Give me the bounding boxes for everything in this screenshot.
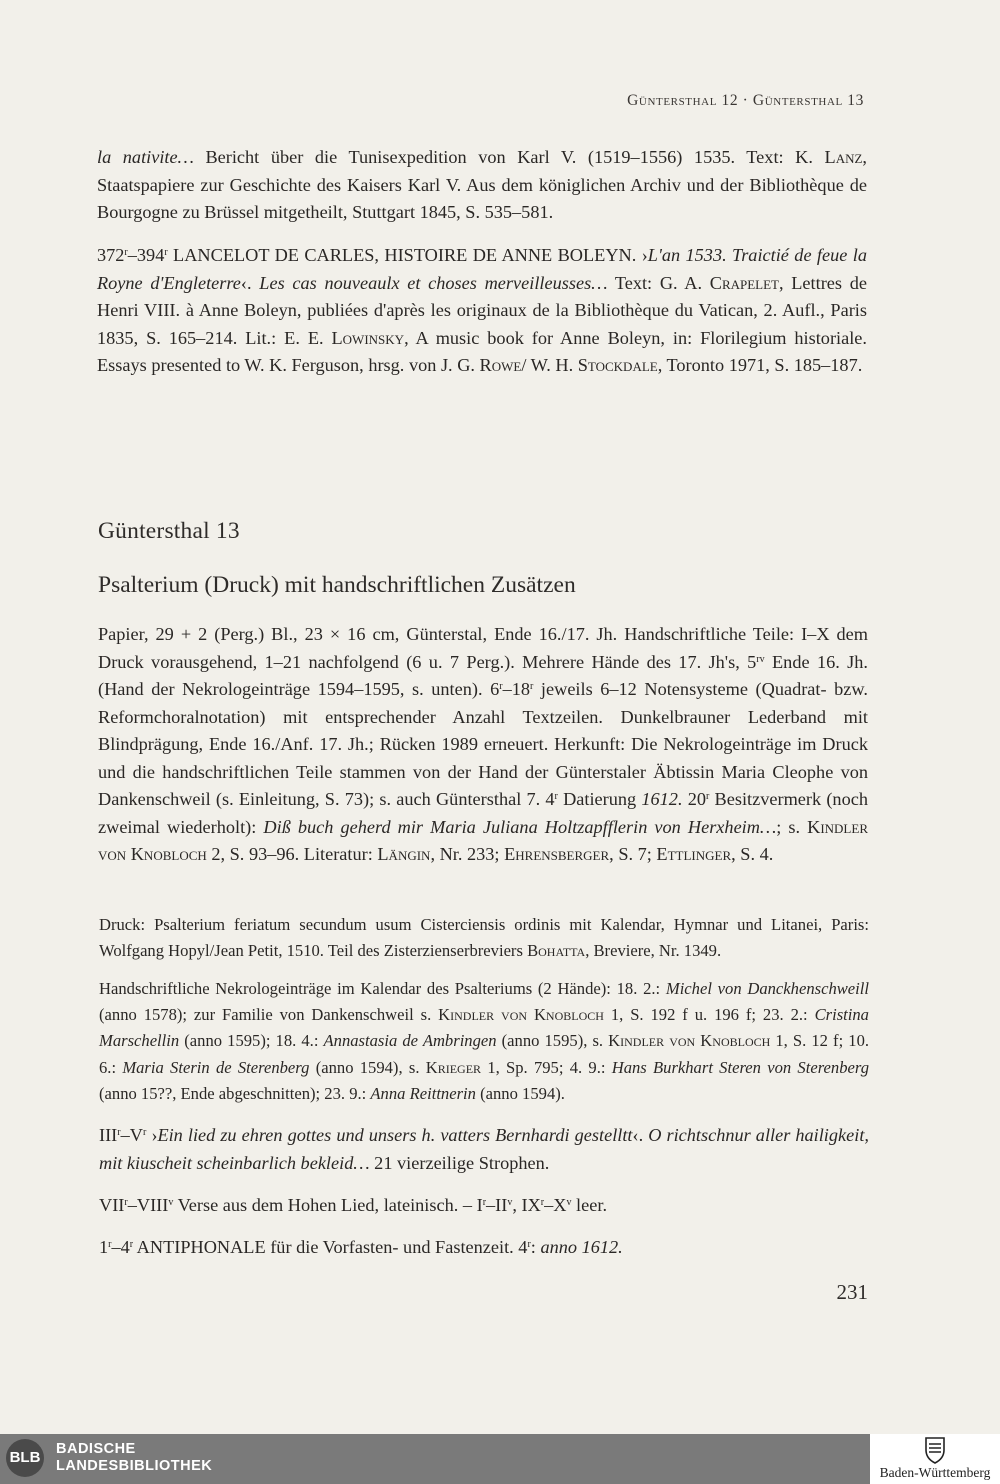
folio: 1 — [99, 1237, 109, 1257]
folio-sup: v — [507, 1197, 513, 1208]
folio: , IX — [512, 1195, 541, 1215]
paragraph-druck — [99, 912, 869, 964]
section-title: Psalterium (Druck) mit handschriftlichen Zusätzen — [98, 572, 576, 598]
text-run: jeweils 6–12 Notensysteme (Quadrat- bzw. Reformchoralnotation) mit entsprechender Anzahl Textzeilen. Dunkelbrauner Lederband mit Blindprägung, Ende 16./Anf. 17. Jh.; Rücken 1989 erneuert. Herkunft: Die Nekrologeinträge im Druck und die handschriftlichen Teile stammen von der Hand der Günterstaler Äbtissin Maria Cleophe von Dankenschweil (s. Einleitung, S. 73); s. auch Güntersthal 7. 4 — [98, 679, 868, 809]
text-run: / W. H. — [521, 355, 578, 375]
author-name: Bohatta — [527, 941, 586, 961]
text-run: LANCELOT DE CARLES, HISTOIRE DE ANNE BOLEYN. › — [167, 245, 648, 265]
folio-sup: v — [168, 1197, 174, 1208]
text-run: ‹. — [632, 1125, 649, 1145]
italic-title: Ein lied zu ehren gottes und unsers h. vatters Bernhardi gestelltt — [157, 1125, 633, 1145]
text-run: Bericht über die Tunisexpedition von Karl V. (1519–1556) 1535. Text: K. — [193, 147, 825, 167]
running-head: Güntersthal 12 · Güntersthal 13 — [627, 92, 864, 109]
text-run: Handschriftliche Nekrologeinträge im Kalendar des Psalteriums (2 Hände): 18. 2.: — [99, 979, 666, 998]
text-run: –18 — [502, 679, 531, 699]
paragraph-continuation — [97, 144, 867, 227]
author-name: Lanz — [824, 147, 863, 167]
text-run: , S. 7; — [609, 844, 657, 864]
folio: –X — [544, 1195, 567, 1215]
state-badge — [870, 1434, 1000, 1484]
author-name: Krieger — [425, 1057, 482, 1077]
text-run: , Nr. 233; — [430, 844, 505, 864]
italic-incipit: la nativite… — [97, 147, 194, 167]
text-run: › — [146, 1125, 158, 1145]
text-run: Besitzvermerk (noch zweimal wiederholt): — [98, 789, 868, 837]
italic-name: Annastasia de Ambringen — [323, 1031, 497, 1051]
italic-incipit: Les cas nouveaulx et choses merveilleusses… — [259, 272, 608, 293]
folio-sup: rv — [756, 653, 765, 665]
folio-sup: r — [124, 247, 128, 258]
italic-incipit: O richtschnur aller hailigkeit, mit kiuscheit scheinbarlich bekleid… — [99, 1125, 869, 1173]
text-run: 2, S. 93–96. Literatur: — [206, 844, 378, 864]
italic-name: Cristina Marschellin — [99, 1005, 869, 1051]
author-name: Ehrensberger — [504, 844, 610, 864]
folio: –II — [486, 1195, 508, 1215]
italic-name: Anna Reittnerin — [370, 1083, 476, 1103]
folio: VII — [99, 1195, 125, 1215]
text-run: (anno 15??, Ende abgeschnitten); 23. 9.: — [99, 1083, 371, 1103]
text-run: ‹. — [240, 272, 260, 293]
author-name: Stockdale — [577, 355, 658, 375]
crest-icon — [924, 1436, 946, 1464]
page-number: 231 — [836, 1280, 868, 1304]
folio-sup: r — [706, 791, 710, 802]
paragraph-lancelot — [97, 242, 867, 380]
folio: –V — [120, 1125, 143, 1145]
folio: 372 — [97, 245, 125, 265]
text-run: Druck: Psalterium feriatum secundum usum Cisterciensis ordinis mit Kalendar, Hymnar und Litanei, Paris: Wolfgang Hopyl/Jean Petit, 1510. Teil des Zisterzienserbreviers — [99, 915, 869, 961]
text-run: (anno 1578); zur Familie von Dankenschweil s. — [99, 1005, 439, 1025]
text-run: leer. — [571, 1195, 608, 1215]
folio-sup: r — [540, 1197, 545, 1208]
folio-sup: r — [530, 681, 534, 692]
text-run: 21 vierzeilige Strophen. — [369, 1152, 550, 1173]
author-name: Rowe — [479, 355, 522, 375]
author-name: Längin — [377, 844, 431, 864]
folio-sup: r — [108, 1239, 112, 1250]
text-run: , Lettres de Henri VIII. à Anne Boleyn, publiées d'après les originaux de la Bibliothèque du Vatican, 2. Aufl., Paris 1835, S. 165–214. Lit.: E. E. — [97, 272, 867, 348]
italic-name: Hans Burkhart Steren von Sterenberg — [611, 1057, 870, 1077]
paragraph-antiphonale — [99, 1234, 869, 1262]
folio-sup: r — [164, 247, 168, 258]
text-run: ANTIPHONALE für die Vorfasten- und Fastenzeit. 4 — [133, 1237, 528, 1257]
text-run: Ende 16. Jh. (Hand der Nekrologeinträge 1594–1595, s. unten). 6 — [98, 651, 869, 699]
italic-text: anno 1612. — [540, 1237, 623, 1257]
text-run: Text: G. A. — [607, 272, 710, 293]
paragraph-nekrolog — [99, 976, 869, 1107]
paragraph-lied — [99, 1122, 869, 1177]
text-run: (anno 1594). — [475, 1083, 565, 1103]
state-label: Baden-Württemberg — [879, 1465, 991, 1480]
paragraph-verse — [99, 1192, 869, 1220]
text-run: 1, S. 192 f u. 196 f; 23. 2.: — [603, 1005, 815, 1025]
italic-title: L'an 1533. Traictié de feue la Royne d'Engleterre — [97, 245, 867, 293]
library-name — [56, 1441, 212, 1475]
text-run: , A music book for Anne Boleyn, in: Florilegium historiale. Essays presented to W. K. Ferguson, hrsg. von J. G. — [97, 327, 867, 375]
footer-bar — [0, 1434, 1000, 1484]
text-run: 20 — [682, 789, 706, 809]
folio-sup: r — [527, 1239, 531, 1250]
library-name-line2: LANDESBIBLIOTHEK — [56, 1458, 213, 1474]
folio-sup: r — [482, 1197, 487, 1208]
text-run: : — [530, 1237, 541, 1257]
blb-logo: BLB — [6, 1439, 44, 1477]
paragraph-description — [98, 621, 868, 869]
author-name: Kindler von Knobloch — [438, 1005, 604, 1025]
text-run: 1, S. 12 f; 10. 6.: — [99, 1031, 870, 1077]
text-run: , Toronto 1971, S. 185–187. — [657, 355, 863, 375]
italic-text: Diß buch geherd mir Maria Juliana Holtzapfflerin von Herxheim… — [263, 816, 777, 837]
text-run: (anno 1594), s. — [309, 1057, 426, 1077]
folio-sup: v — [566, 1197, 572, 1208]
library-name-line1: BADISCHE — [56, 1441, 136, 1457]
author-name: Ettlinger — [656, 844, 732, 864]
folio-sup: r — [124, 1197, 128, 1208]
text-run: Verse aus dem Hohen Lied, lateinisch. – I — [173, 1195, 483, 1215]
author-name: Lowinsky — [331, 327, 405, 348]
author-name: Crapelet — [709, 272, 779, 293]
text-run: (anno 1595); 18. 4.: — [179, 1031, 324, 1051]
folio-sup: r — [499, 681, 503, 692]
text-run: (anno 1595), s. — [496, 1031, 609, 1051]
folio: –VIII — [127, 1195, 169, 1215]
section-signature: Güntersthal 13 — [98, 518, 240, 544]
folio: –4 — [111, 1237, 130, 1257]
text-run: , Breviere, Nr. 1349. — [585, 941, 722, 961]
italic-name: Michel von Danckhenschweill — [665, 979, 869, 998]
text-run: 1, Sp. 795; 4. 9.: — [481, 1057, 612, 1077]
text-run: , S. 4. — [731, 844, 774, 864]
text-run: ; s. — [776, 816, 808, 837]
text-run: Datierung — [557, 789, 642, 809]
folio: III — [99, 1125, 118, 1145]
folio-sup: r — [142, 1127, 147, 1138]
text-run: Papier, 29 + 2 (Perg.) Bl., 23 × 16 cm, Günterstal, Ende 16./17. Jh. Handschriftliche Teile: I–X dem Druck vorausgehend, 1–21 nachfolgend (6 u. 7 Perg.). Mehrere Hände des 17. Jh's, 5 — [98, 624, 868, 672]
folio-sup: r — [554, 791, 558, 802]
author-name: Kindler von Knobloch — [98, 816, 868, 864]
author-name: Kindler von Knobloch — [608, 1031, 771, 1051]
italic-text: 1612. — [641, 789, 683, 809]
folio: –394 — [127, 245, 165, 265]
folio-sup: r — [117, 1127, 121, 1138]
italic-name: Maria Sterin de Sterenberg — [122, 1057, 310, 1077]
text-run: , Staatspapiere zur Geschichte des Kaisers Karl V. Aus dem königlichen Archiv und der Bibliothèque de Bourgogne zu Brüssel mitgetheilt, Stuttgart 1845, S. 535–581. — [97, 147, 867, 222]
folio-sup: r — [129, 1239, 134, 1250]
